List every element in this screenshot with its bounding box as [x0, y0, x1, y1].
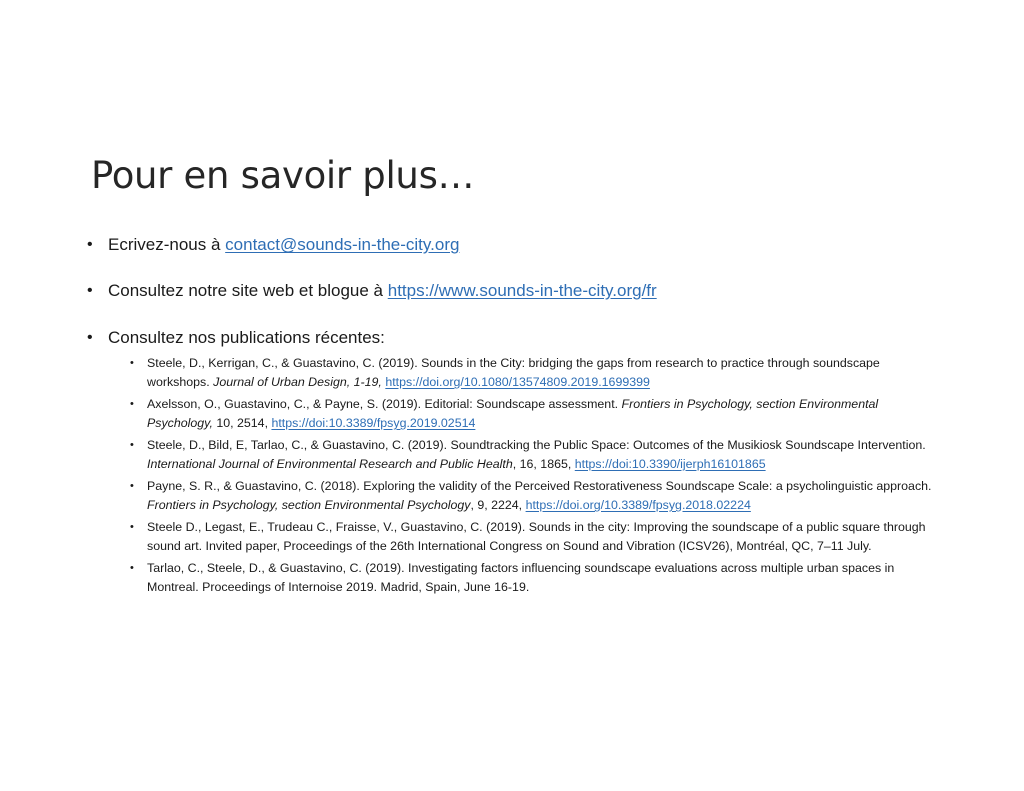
publication-item	[126, 477, 937, 515]
publication-item	[126, 518, 937, 556]
doi-link[interactable]: https://doi:10.3390/ijerph16101865	[574, 457, 766, 471]
publication-item	[126, 436, 937, 474]
doi-link[interactable]: https://doi.org/10.1080/13574809.2019.1699399	[385, 375, 650, 389]
publication-citation: Steele, D., Kerrigan, C., & Guastavino, C. (2019). Sounds in the City: bridging the gaps from research to practice through soundscape workshops.	[147, 356, 880, 389]
publication-citation: Steele D., Legast, E., Trudeau C., Fraisse, V., Guastavino, C. (2019). Sounds in the city: Improving the soundscape of a public square through sound art. Invited paper, Proceedings of the 26th International Congress on Sound and Vibration (ICSV26), Montréal, QC, 7–11 July.	[147, 520, 926, 553]
publication-item	[126, 395, 937, 433]
publications-item	[87, 323, 947, 597]
slide-title: Pour en savoir plus…	[91, 154, 475, 197]
website-item	[87, 276, 947, 306]
bullet-icon: •	[130, 357, 134, 369]
bullet-icon: •	[130, 480, 134, 492]
bullet-icon: •	[87, 329, 93, 346]
publication-journal: Frontiers in Psychology, section Environmental Psychology	[147, 498, 471, 512]
publication-details: , 16, 1865,	[512, 457, 575, 471]
publication-list	[108, 354, 947, 597]
publication-citation: Steele, D., Bild, E, Tarlao, C., & Guastavino, C. (2019). Soundtracking the Public Space: Outcomes of the Musikiosk Soundscape Intervention.	[147, 438, 926, 452]
bullet-icon: •	[87, 236, 93, 253]
website-prefix: Consultez notre site web et blogue à	[108, 281, 388, 300]
publication-journal: Journal of Urban Design, 1-19,	[213, 375, 382, 389]
publication-details: , 9, 2224,	[470, 498, 526, 512]
publication-journal: International Journal of Environmental Research and Public Health	[147, 457, 513, 471]
publication-citation: Payne, S. R., & Guastavino, C. (2018). Exploring the validity of the Perceived Restorativeness Soundscape Scale: a psycholinguistic approach.	[147, 479, 932, 493]
bullet-icon: •	[130, 398, 134, 410]
bullet-list	[87, 230, 947, 600]
publication-citation: Axelsson, O., Guastavino, C., & Payne, S. (2019). Editorial: Soundscape assessment.	[147, 397, 622, 411]
publication-item	[126, 354, 937, 392]
publication-journal: Frontiers in Psychology, section Environmental Psychology,	[147, 397, 879, 430]
website-link[interactable]: https://www.sounds-in-the-city.org/fr	[387, 281, 657, 300]
contact-prefix: Ecrivez-nous à	[108, 235, 226, 254]
doi-link[interactable]: https://doi:10.3389/fpsyg.2019.02514	[271, 416, 476, 430]
publication-item	[126, 559, 937, 597]
bullet-icon: •	[130, 521, 134, 533]
bullet-icon: •	[130, 562, 134, 574]
contact-item	[87, 230, 947, 260]
doi-link[interactable]: https://doi.org/10.3389/fpsyg.2018.02224	[525, 498, 751, 512]
bullet-icon: •	[87, 282, 93, 299]
bullet-icon: •	[130, 439, 134, 451]
publication-citation: Tarlao, C., Steele, D., & Guastavino, C. (2019). Investigating factors influencing soundscape evaluations across multiple urban spaces in Montreal. Proceedings of Internoise 2019. Madrid, Spain, June 16-19.	[147, 561, 895, 594]
publications-heading: Consultez nos publications récentes:	[108, 328, 385, 347]
publication-details: 10, 2514,	[212, 416, 272, 430]
email-link[interactable]: contact@sounds-in-the-city.org	[225, 235, 460, 254]
